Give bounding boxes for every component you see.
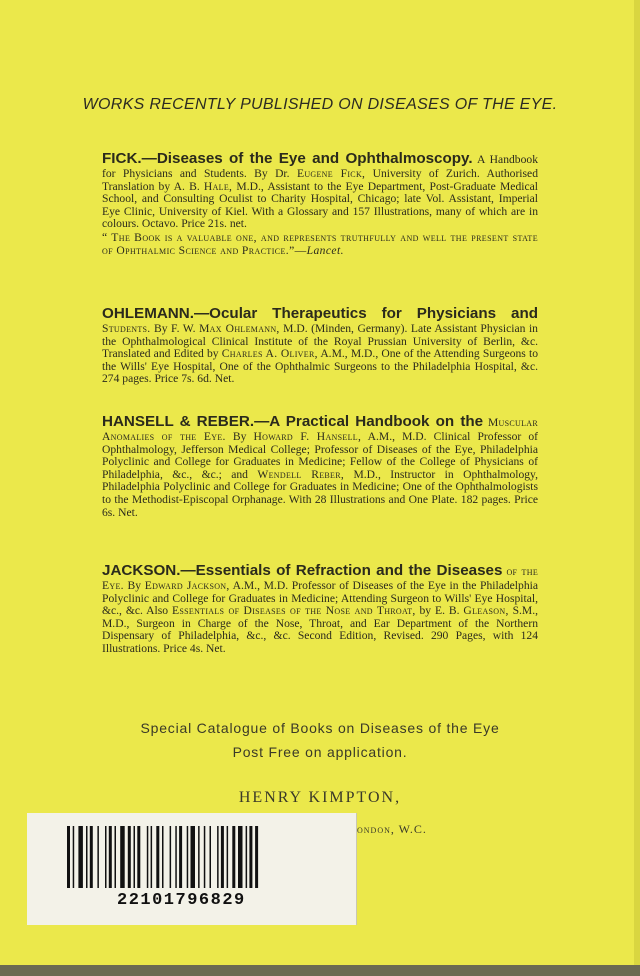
entry-body: A.M., M.D. Professor of Diseases of the Eye in the Philadelphia Polyclinic and College for Graduates in Medicine; Attending Surgeon to Wills' Eye Hospital, &c., &c. Also — [102, 579, 538, 618]
entry-body: By F. W. — [154, 322, 196, 335]
bottom-edge — [0, 965, 640, 976]
barcode-bar — [162, 826, 164, 888]
barcode-bar — [232, 826, 235, 888]
barcode-bar — [151, 826, 153, 888]
catalogue-notice — [0, 716, 640, 764]
entry-title-tail: of the Eye. — [102, 565, 539, 592]
entry-translator: Charles A. Oliver, — [221, 347, 318, 361]
entry-title: HANSELL & REBER.—A Practical Handbook on the — [102, 413, 484, 430]
publisher-name: HENRY KIMPTON, — [238, 789, 402, 806]
entry-hansell-reber — [102, 413, 538, 519]
barcode-bar — [90, 826, 93, 888]
barcode-graphic — [67, 826, 325, 888]
entry-extra-author: Gleason, — [463, 604, 509, 618]
barcode-bar — [97, 826, 99, 888]
entry-coauthor: Wendell Reber, — [257, 467, 345, 481]
entry-title-tail: Students. — [102, 322, 151, 335]
entry-title: JACKSON.—Essentials of Refraction and the Diseases — [102, 562, 503, 579]
barcode-bar — [109, 826, 112, 888]
barcode-number: 22101796829 — [117, 891, 246, 910]
barcode-bar — [246, 826, 248, 888]
entry-body: M.D., Assistant to the Eye Department, Post-Graduate Medical School, and Consulting Oculist to Charity Hospital, Chicago; late Vol. Assistant, Imperial Eye Clinic, University of Kiel. With a Glossary and 157 Illustrations, many of which are in colours. Octavo. Price 21s. net. — [102, 179, 538, 231]
entry-title: OHLEMANN.—Ocular Therapeutics for Physicians and — [102, 305, 538, 322]
quote-source: Lancet. — [306, 243, 344, 257]
review-quote — [102, 232, 538, 257]
barcode-bar — [238, 826, 243, 888]
cover-edge — [634, 0, 640, 976]
entry-body: S.M., M.D., Surgeon in Charge of the Nose, Throat, and Ear Department of the Northern Dispensary of Philadelphia, &c., &c. Second Edition, Revised. 290 Pages, with 124 Illustrations. Price 4s. Net. — [102, 604, 539, 655]
entry-body: University of Zurich. Authorised Translation by A. B. — [102, 167, 538, 193]
page-heading: WORKS RECENTLY PUBLISHED ON DISEASES OF THE EYE. — [82, 96, 558, 113]
entry-body: By — [127, 579, 142, 592]
barcode-bar — [86, 826, 88, 888]
barcode-bar — [249, 826, 252, 888]
barcode-bar — [115, 826, 117, 888]
barcode-bar — [73, 826, 75, 888]
barcode-bar — [210, 826, 212, 888]
barcode-bar — [198, 826, 200, 888]
barcode-bar — [156, 826, 159, 888]
barcode-bar — [120, 826, 125, 888]
entry-ohlemann — [102, 305, 538, 386]
entry-body: A.M., M.D. Clinical Professor of Ophthalmology, Jefferson Medical College; Professor of Diseases of the Eye, Philadelphia Polyclinic and College for Graduates in Medicine; Fellow of the College of Physicians of Philadelphia, &c., &c.; and — [102, 430, 539, 481]
entry-fick — [102, 150, 538, 257]
entry-title: FICK.—Diseases of the Eye and Ophthalmoscopy. — [102, 150, 473, 167]
barcode-bar — [227, 826, 229, 888]
entry-body: A Handbook for Physicians and Students. By Dr. — [102, 153, 538, 180]
entry-translator: Hale, — [203, 179, 233, 193]
barcode-bar — [128, 826, 131, 888]
barcode-bar — [255, 826, 258, 888]
barcode-bar — [134, 826, 136, 888]
publisher-place: ondon, W.C. — [357, 822, 427, 836]
entry-body: By — [232, 430, 247, 443]
barcode-bar — [191, 826, 196, 888]
entry-related-title: Essentials of Diseases of the Nose and Throat, — [172, 604, 416, 618]
barcode-bar — [204, 826, 206, 888]
barcode-bar — [137, 826, 140, 888]
entry-body: by E. B. — [419, 604, 460, 618]
quote-text: “ The Book is a valuable one, and represents truthfully and well the present state of Ophthalmic Science and Practice.”— — [102, 230, 538, 257]
barcode-bar — [170, 826, 172, 888]
barcode-bar — [105, 826, 107, 888]
barcode-bar — [179, 826, 182, 888]
entry-author: Max Ohlemann, — [199, 322, 280, 335]
entry-title-tail: Muscular Anomalies of the Eye. — [102, 416, 539, 443]
catalogue-line-2: Post Free on application. — [232, 744, 408, 760]
barcode-bar — [187, 826, 189, 888]
entry-jackson — [102, 562, 538, 656]
entry-author: Howard F. Hansell, — [253, 430, 362, 443]
entry-author: Eugene Fick, — [296, 167, 366, 180]
entry-body: A.M., M.D., One of the Attending Surgeons to the Wills' Eye Hospital, One of the Ophthalmic Surgeons to the Philadelphia Hospital, &c. 274 pages. Price 7s. 6d. Net. — [102, 347, 538, 386]
library-barcode-label — [27, 813, 357, 925]
entry-body: M.D. (Minden, Germany). Late Assistant Physician in the Ophthalmological Clinical Institute of the Royal Prussian University of Berlin, &c. Translated and Edited by — [102, 322, 538, 361]
catalogue-line-1: Special Catalogue of Books on Diseases of the Eye — [140, 720, 500, 736]
barcode-bar — [217, 826, 219, 888]
barcode-bar — [78, 826, 83, 888]
entry-author: Edward Jackson, — [144, 579, 230, 592]
entry-body: M.D., Instructor in Ophthalmology, Philadelphia Polyclinic and College for Graduates in Medicine; One of the Ophthalmologists to the Methodist-Episcopal Orphanage. With 28 Illustrations and One Plate. 182 pages. Price 6s. Net. — [102, 467, 538, 519]
barcode-bar — [67, 826, 70, 888]
barcode-bar — [147, 826, 149, 888]
barcode-bar — [221, 826, 224, 888]
barcode-bar — [175, 826, 177, 888]
